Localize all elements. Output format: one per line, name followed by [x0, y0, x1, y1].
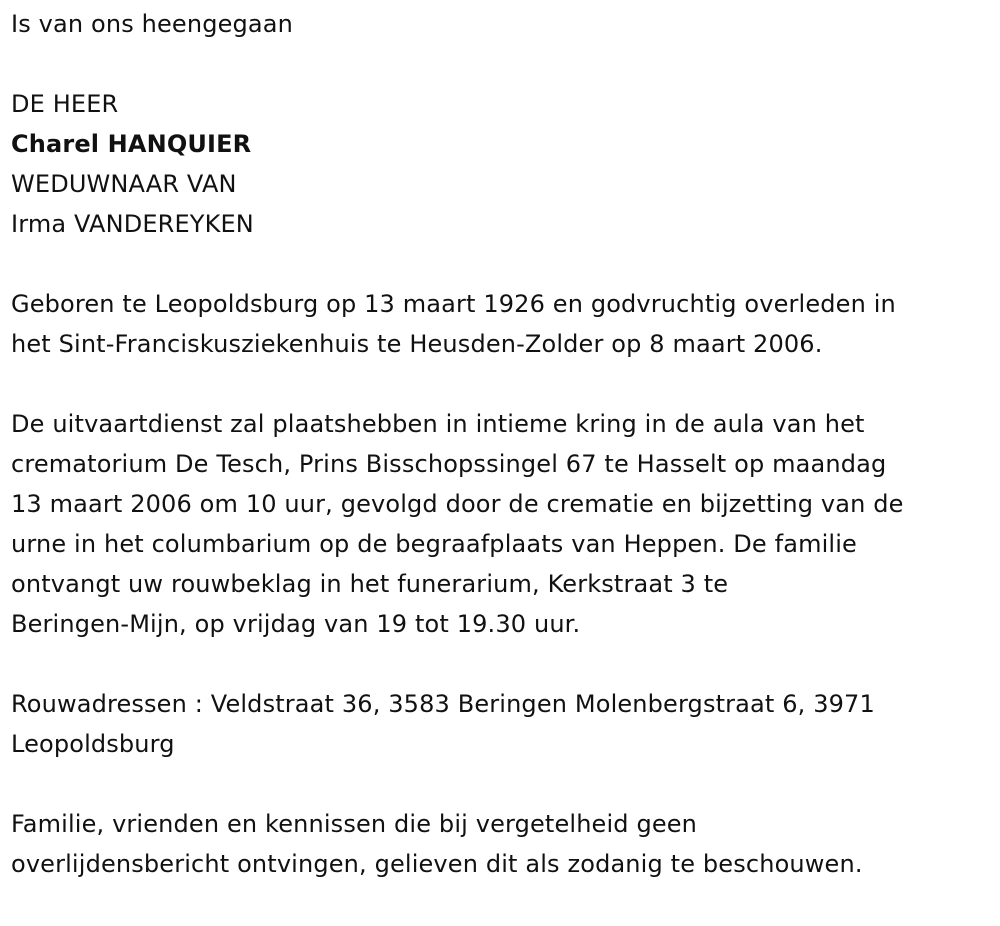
paragraph-line: Beringen-Mijn, op vrijdag van 19 tot 19.30 uur.	[11, 610, 581, 638]
paragraph-line: het Sint-Franciskusziekenhuis te Heusden-Zolder op 8 maart 2006.	[11, 330, 823, 358]
paragraph-line: 13 maart 2006 om 10 uur, gevolgd door de crematie en bijzetting van de	[11, 490, 904, 518]
spacer	[11, 364, 986, 404]
paragraph-line: Leopoldsburg	[11, 730, 175, 758]
closing-paragraph	[11, 804, 986, 884]
paragraph-line: De uitvaartdienst zal plaatshebben in intieme kring in de aula van het	[11, 410, 865, 438]
paragraph-line: Familie, vrienden en kennissen die bij vergetelheid geen	[11, 810, 698, 838]
paragraph-line: overlijdensbericht ontvingen, gelieven dit als zodanig te beschouwen.	[11, 850, 863, 878]
paragraph-line: ontvangt uw rouwbeklag in het funerarium, Kerkstraat 3 te	[11, 570, 729, 598]
intro-text: Is van ons heengegaan	[11, 10, 293, 38]
deceased-name: Charel HANQUIER	[11, 130, 252, 158]
birth-death-paragraph	[11, 284, 986, 364]
paragraph-line: Rouwadressen : Veldstraat 36, 3583 Beringen Molenbergstraat 6, 3971	[11, 690, 875, 718]
death-notice	[11, 4, 986, 884]
paragraph-line: urne in het columbarium op de begraafplaats van Heppen. De familie	[11, 530, 857, 558]
paragraph-line: Geboren te Leopoldsburg op 13 maart 1926 en godvruchtig overleden in	[11, 290, 896, 318]
spacer	[11, 644, 986, 684]
spacer	[11, 244, 986, 284]
spacer	[11, 44, 986, 84]
paragraph-line: crematorium De Tesch, Prins Bisschopssingel 67 te Hasselt op maandag	[11, 450, 887, 478]
spacer	[11, 764, 986, 804]
title-text: DE HEER	[11, 90, 119, 118]
relation-text: WEDUWNAAR VAN	[11, 170, 237, 198]
addresses-paragraph	[11, 684, 986, 764]
spouse-name: Irma VANDEREYKEN	[11, 210, 254, 238]
funeral-paragraph	[11, 404, 986, 644]
